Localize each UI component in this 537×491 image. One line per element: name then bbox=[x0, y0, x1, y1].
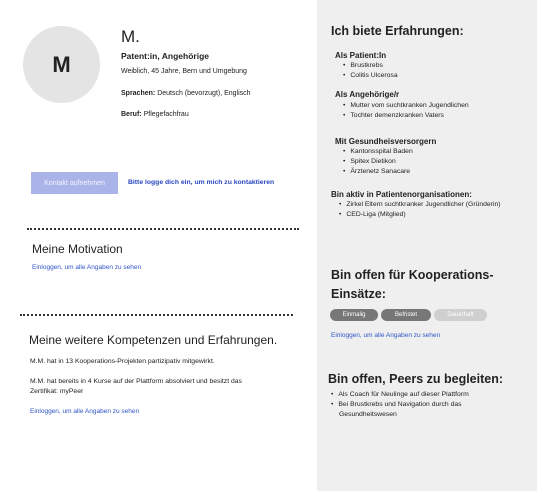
pill-einmalig: Einmalig bbox=[330, 309, 378, 321]
list-item: • Als Coach für Neulinge auf dieser Plattform bbox=[331, 390, 521, 400]
relative-list bbox=[343, 101, 469, 121]
list-item: • Bei Brustkrebs und Navigation durch das Gesundheitswesen bbox=[331, 400, 521, 420]
profile-role: Patent:in, Angehörige bbox=[121, 51, 209, 61]
pill-dauerhaft: Dauerhaft bbox=[434, 309, 487, 321]
languages-value: Deutsch (bevorzugt), Englisch bbox=[157, 90, 251, 97]
list-item: • Colitis Ulcerosa bbox=[343, 71, 398, 81]
avatar bbox=[23, 26, 100, 103]
languages-label: Sprachen: bbox=[121, 90, 156, 97]
section-divider bbox=[20, 314, 293, 316]
providers-heading: Mit Gesundheisversorgern bbox=[335, 137, 437, 146]
avatar-initial: M bbox=[52, 51, 71, 77]
login-to-contact-link[interactable]: Bitte logge dich ein, um mich zu kontaktieren bbox=[128, 179, 275, 186]
peers-list bbox=[331, 390, 521, 420]
list-item: • CED-Liga (Mitglied) bbox=[339, 210, 501, 220]
competencies-courses-text: M.M. hat bereits in 4 Kurse auf der Plattform absolviert und besitzt das Zertifikat: myPeer bbox=[30, 378, 242, 395]
list-item: • Mutter vom suchtkranken Jugendlichen bbox=[343, 101, 469, 111]
job-value: Pflegefachfrau bbox=[143, 111, 189, 118]
orgs-list bbox=[339, 200, 501, 220]
profile-job bbox=[121, 111, 189, 118]
motivation-title: Meine Motivation bbox=[32, 242, 123, 256]
list-item: • Brustkrebs bbox=[343, 61, 398, 71]
list-item: • Ärztenetz Sanacare bbox=[343, 167, 413, 177]
profile-demographics: Weiblich, 45 Jahre, Bern und Umgebung bbox=[121, 68, 247, 75]
cooperation-title: Bin offen für Kooperations-Einsätze: bbox=[331, 268, 494, 301]
list-item: • Kantonsspital Baden bbox=[343, 147, 413, 157]
list-item: • Tochter demenzkranken Vaters bbox=[343, 111, 469, 121]
contact-button[interactable]: Kontakt aufnehmen bbox=[31, 172, 118, 194]
relative-heading: Als Angehörige/r bbox=[335, 90, 400, 99]
patient-heading: Als Patient:In bbox=[335, 51, 387, 60]
competencies-projects-text: M.M. hat in 13 Kooperations-Projekten partizipativ mitgewirkt. bbox=[30, 358, 215, 365]
patient-list bbox=[343, 61, 398, 81]
providers-list bbox=[343, 147, 413, 177]
job-label: Beruf: bbox=[121, 111, 142, 118]
orgs-heading: Bin aktiv in Patientenorganisationen: bbox=[331, 190, 472, 199]
list-item: • Spitex Dietikon bbox=[343, 157, 413, 167]
section-divider bbox=[27, 228, 299, 230]
competencies-title: Meine weitere Kompetenzen und Erfahrungen. bbox=[29, 333, 278, 347]
profile-name: M. bbox=[121, 27, 140, 46]
competencies-login-link[interactable]: Einloggen, um alle Angaben zu sehen bbox=[30, 408, 140, 415]
experiences-title: Ich biete Erfahrungen: bbox=[331, 24, 464, 38]
profile-languages bbox=[121, 90, 251, 97]
list-item: • Zirkel Eltern suchtkranker Jugendlicher (Gründerin) bbox=[339, 200, 501, 210]
motivation-login-link[interactable]: Einloggen, um alle Angaben zu sehen bbox=[32, 264, 142, 271]
pill-befristet: Befristet bbox=[381, 309, 431, 321]
cooperation-login-link[interactable]: Einloggen, um alle Angaben zu sehen bbox=[331, 332, 441, 339]
peers-title: Bin offen, Peers zu begleiten: bbox=[328, 372, 504, 386]
